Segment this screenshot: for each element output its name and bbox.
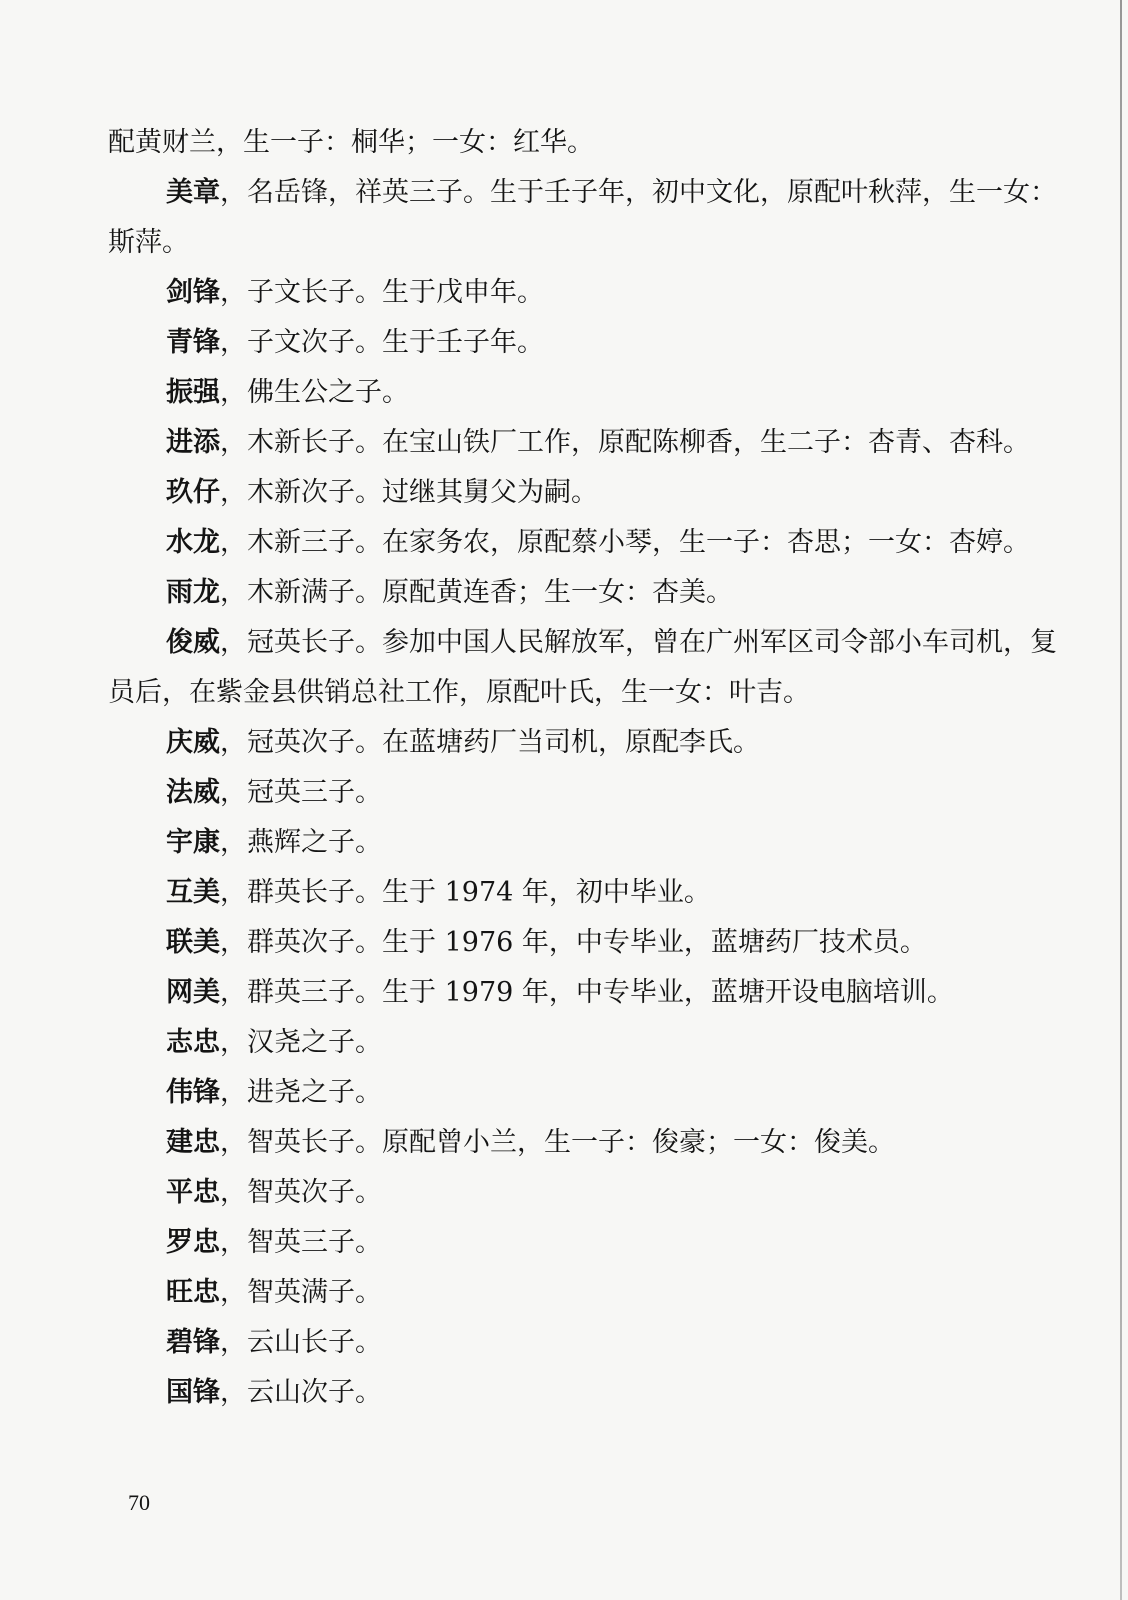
genealogy-entry — [108, 468, 1058, 518]
entry-text: ，冠英长子。参加中国人民解放军，曾在广州军区司令部小车司机，复员后，在紫金县供销总社工作，原配叶氏，生一女：叶吉。 — [108, 627, 1057, 708]
genealogy-entry — [108, 518, 1058, 568]
entry-name: 进添 — [166, 427, 220, 458]
entry-text: ，群英长子。生于 1974 年，初中毕业。 — [220, 877, 711, 908]
scan-edge-line — [1120, 0, 1122, 1600]
entry-text: ，木新三子。在家务农，原配蔡小琴，生一子：杏思；一女：杏婷。 — [220, 527, 1030, 558]
genealogy-entry — [108, 968, 1058, 1018]
genealogy-entry — [108, 168, 1058, 268]
genealogy-entry — [108, 1118, 1058, 1168]
entry-text: ，木新长子。在宝山铁厂工作，原配陈柳香，生二子：杏青、杏科。 — [220, 427, 1030, 458]
entry-name: 法威 — [166, 777, 220, 808]
genealogy-entry — [108, 118, 1058, 168]
genealogy-entry — [108, 1268, 1058, 1318]
genealogy-entry — [108, 1368, 1058, 1418]
entry-name: 玖仔 — [166, 477, 220, 508]
entry-text: ，冠英次子。在蓝塘药厂当司机，原配李氏。 — [220, 727, 760, 758]
genealogy-entry — [108, 568, 1058, 618]
entry-text: ，群英三子。生于 1979 年，中专毕业，蓝塘开设电脑培训。 — [220, 977, 954, 1008]
entry-text: ，汉尧之子。 — [220, 1027, 382, 1058]
entry-name: 庆威 — [166, 727, 220, 758]
entry-name: 碧锋 — [166, 1327, 220, 1358]
entry-name: 振强 — [166, 377, 220, 408]
entry-text: 配黄财兰，生一子：桐华；一女：红华。 — [108, 127, 594, 158]
genealogy-entry — [108, 1318, 1058, 1368]
entry-text: ，佛生公之子。 — [220, 377, 409, 408]
entry-name: 互美 — [166, 877, 220, 908]
entry-text: ，冠英三子。 — [220, 777, 382, 808]
entry-name: 网美 — [166, 977, 220, 1008]
entry-text: ，名岳锋，祥英三子。生于壬子年，初中文化，原配叶秋萍，生一女：斯萍。 — [108, 177, 1057, 258]
genealogy-entry — [108, 318, 1058, 368]
entry-text: ，子文次子。生于壬子年。 — [220, 327, 544, 358]
entry-name: 水龙 — [166, 527, 220, 558]
entry-name: 志忠 — [166, 1027, 220, 1058]
entry-name: 建忠 — [166, 1127, 220, 1158]
entry-text: ，群英次子。生于 1976 年，中专毕业，蓝塘药厂技术员。 — [220, 927, 927, 958]
entry-text: ，智英满子。 — [220, 1277, 382, 1308]
entry-name: 联美 — [166, 927, 220, 958]
entry-name: 俊威 — [166, 627, 220, 658]
entry-text: ，燕辉之子。 — [220, 827, 382, 858]
entry-name: 旺忠 — [166, 1277, 220, 1308]
genealogy-entry — [108, 268, 1058, 318]
genealogy-entry — [108, 868, 1058, 918]
genealogy-entry — [108, 1218, 1058, 1268]
genealogy-entry — [108, 1068, 1058, 1118]
entry-name: 美章 — [166, 177, 220, 208]
genealogy-entry — [108, 1018, 1058, 1068]
genealogy-entry — [108, 718, 1058, 768]
entry-text: ，云山次子。 — [220, 1377, 382, 1408]
entry-name: 宇康 — [166, 827, 220, 858]
page-number: 70 — [128, 1490, 150, 1515]
entry-name: 伟锋 — [166, 1077, 220, 1108]
entry-text: ，智英三子。 — [220, 1227, 382, 1258]
entry-text: ，木新满子。原配黄连香；生一女：杏美。 — [220, 577, 733, 608]
genealogy-entry — [108, 618, 1058, 718]
genealogy-entry — [108, 1168, 1058, 1218]
genealogy-text — [108, 118, 1058, 1418]
entry-text: ，木新次子。过继其舅父为嗣。 — [220, 477, 598, 508]
entry-text: ，智英长子。原配曾小兰，生一子：俊豪；一女：俊美。 — [220, 1127, 895, 1158]
genealogy-entry — [108, 368, 1058, 418]
entry-name: 平忠 — [166, 1177, 220, 1208]
entry-name: 国锋 — [166, 1377, 220, 1408]
genealogy-entry — [108, 768, 1058, 818]
entry-text: ，云山长子。 — [220, 1327, 382, 1358]
genealogy-entry — [108, 818, 1058, 868]
entry-name: 雨龙 — [166, 577, 220, 608]
entry-name: 罗忠 — [166, 1227, 220, 1258]
genealogy-entry — [108, 418, 1058, 468]
entry-text: ，智英次子。 — [220, 1177, 382, 1208]
entry-text: ，子文长子。生于戊申年。 — [220, 277, 544, 308]
entry-name: 剑锋 — [166, 277, 220, 308]
genealogy-entry — [108, 918, 1058, 968]
entry-text: ，进尧之子。 — [220, 1077, 382, 1108]
entry-name: 青锋 — [166, 327, 220, 358]
